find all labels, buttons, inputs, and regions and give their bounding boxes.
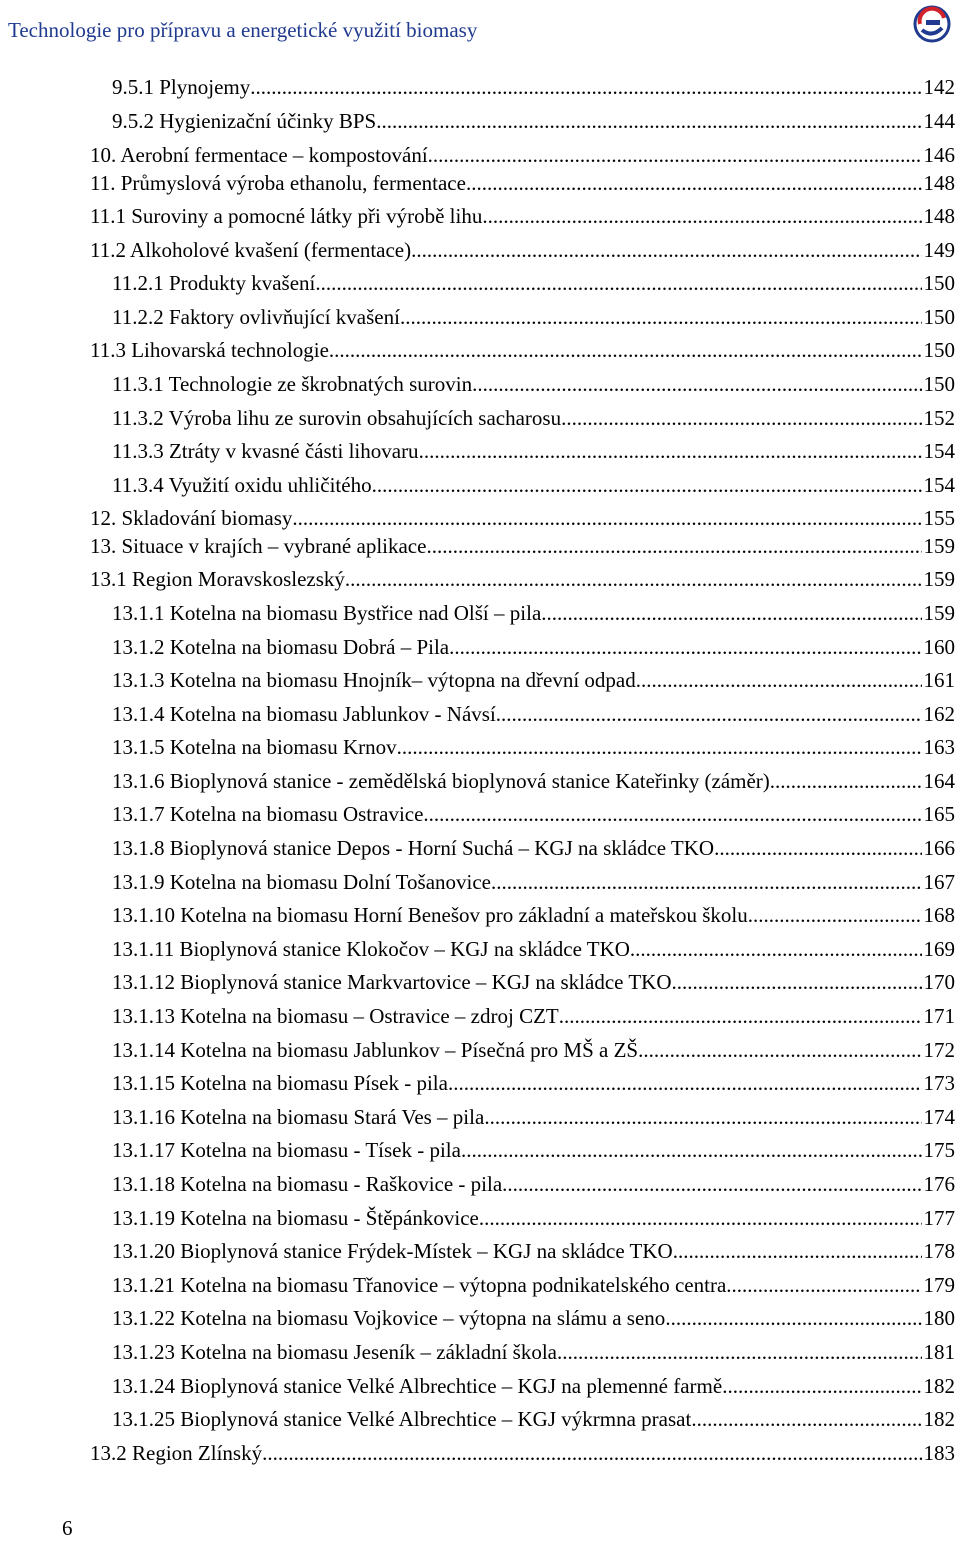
toc-entry-page: 170 [923, 970, 955, 994]
toc-entry[interactable] [112, 1205, 955, 1231]
toc-dot-leader [449, 634, 921, 660]
toc-entry-title: 11.2 Alkoholové kvašení (fermentace) [90, 238, 412, 262]
toc-entry-title: 13.1.24 Bioplynová stanice Velké Albrechtice – KGJ na plemenné farmě [112, 1374, 723, 1398]
toc-entry-title: 13.1.21 Kotelna na biomasu Třanovice – výtopna podnikatelského centra [112, 1273, 727, 1297]
toc-entry-title: 13.1.7 Kotelna na biomasu Ostravice [112, 802, 424, 826]
toc-entry-page: 159 [923, 567, 955, 591]
toc-entry[interactable] [112, 768, 955, 794]
toc-entry-title: 11. Průmyslová výroba ethanolu, fermentace [90, 171, 466, 195]
toc-entry[interactable] [112, 634, 955, 660]
toc-dot-leader [315, 270, 921, 296]
toc-entry-page: 146 [923, 143, 955, 167]
toc-entry[interactable] [112, 108, 955, 134]
toc-dot-leader [665, 1305, 921, 1331]
toc-entry-page: 176 [923, 1172, 955, 1196]
toc-entry-page: 173 [923, 1071, 955, 1095]
toc-entry-page: 150 [923, 271, 955, 295]
toc-entry-page: 150 [923, 372, 955, 396]
publisher-logo-icon [910, 4, 954, 44]
toc-entry[interactable] [112, 1406, 955, 1432]
toc-dot-leader [376, 108, 921, 134]
toc-dot-leader [496, 701, 922, 727]
toc-dot-leader [411, 237, 921, 263]
page-header [0, 0, 960, 66]
toc-entry-title: 13.1.6 Bioplynová stanice - zemědělská bioplynová stanice Kateřinky (záměr) [112, 769, 770, 793]
toc-dot-leader [466, 170, 922, 196]
toc-entry[interactable] [112, 1104, 955, 1130]
toc-entry[interactable] [112, 1238, 955, 1264]
toc-entry-title: 11.1 Suroviny a pomocné látky při výrobě lihu [90, 204, 483, 228]
toc-entry-page: 159 [923, 601, 955, 625]
toc-entry[interactable] [112, 1373, 955, 1399]
toc-entry-page: 178 [923, 1239, 955, 1263]
toc-entry-page: 182 [923, 1407, 955, 1431]
toc-dot-leader [461, 1137, 922, 1163]
toc-dot-leader [559, 1003, 922, 1029]
page-number: 6 [62, 1516, 73, 1540]
toc-entry-title: 13.1.16 Kotelna na biomasu Stará Ves – pila [112, 1105, 485, 1129]
toc-entry-title: 13.1.13 Kotelna na biomasu – Ostravice – zdroj CZT [112, 1004, 559, 1028]
toc-entry-title: 13.1.23 Kotelna na biomasu Jeseník – základní škola [112, 1340, 557, 1364]
toc-entry-page: 181 [923, 1340, 955, 1364]
toc-entry-page: 164 [923, 769, 955, 793]
toc-entry-title: 13.1.9 Kotelna na biomasu Dolní Tošanovice [112, 870, 491, 894]
toc-entry-page: 183 [923, 1441, 955, 1465]
toc-entry[interactable] [112, 472, 955, 498]
toc-dot-leader [423, 801, 921, 827]
toc-entry-page: 149 [923, 238, 955, 262]
toc-dot-leader [541, 600, 921, 626]
toc-entry-title: 9.5.2 Hygienizační účinky BPS [112, 109, 377, 133]
toc-dot-leader [673, 1238, 922, 1264]
toc-entry-page: 155 [923, 506, 955, 530]
toc-entry-title: 11.3.2 Výroba lihu ze surovin obsahujících sacharosu [112, 406, 562, 430]
toc-dot-leader [329, 337, 922, 363]
toc-entry[interactable] [90, 566, 955, 592]
header-title: Technologie pro přípravu a energetické využití biomasy [8, 18, 478, 42]
toc-entry[interactable] [112, 835, 955, 861]
toc-dot-leader [397, 734, 922, 760]
toc-entry-page: 165 [923, 802, 955, 826]
toc-entry-title: 11.3.3 Ztráty v kvasné části lihovaru [112, 439, 419, 463]
toc-entry[interactable] [112, 371, 955, 397]
toc-dot-leader [482, 203, 921, 229]
toc-entry-page: 163 [923, 735, 955, 759]
toc-dot-leader [630, 936, 922, 962]
toc-entry-page: 179 [923, 1273, 955, 1297]
toc-entry-title: 13.1.25 Bioplynová stanice Velké Albrechtice – KGJ výkrmna prasat [112, 1407, 692, 1431]
toc-entry-page: 161 [923, 668, 955, 692]
toc-entry[interactable] [112, 1171, 955, 1197]
toc-entry[interactable] [112, 600, 955, 626]
toc-entry[interactable] [112, 1339, 955, 1365]
toc-entry-page: 174 [923, 1105, 955, 1129]
toc-entry-title: 11.2.2 Faktory ovlivňující kvašení [112, 305, 400, 329]
toc-entry[interactable] [90, 337, 955, 363]
toc-dot-leader [638, 1037, 921, 1063]
toc-entry-title: 13.1.3 Kotelna na biomasu Hnojník– výtopna na dřevní odpad [112, 668, 636, 692]
toc-dot-leader [714, 835, 921, 861]
toc-dot-leader [491, 869, 922, 895]
toc-entry-page: 154 [923, 473, 955, 497]
toc-dot-leader [691, 1406, 921, 1432]
toc-entry[interactable] [90, 142, 955, 168]
toc-dot-leader [400, 304, 922, 330]
toc-entry-page: 160 [923, 635, 955, 659]
toc-dot-leader [479, 1205, 922, 1231]
toc-entry-page: 166 [923, 836, 955, 860]
toc-entry[interactable] [112, 734, 955, 760]
toc-entry-page: 175 [923, 1138, 955, 1162]
toc-dot-leader [671, 969, 921, 995]
toc-entry-page: 148 [923, 171, 955, 195]
toc-entry[interactable] [112, 1003, 955, 1029]
toc-dot-leader [722, 1373, 921, 1399]
toc-entry-title: 12. Skladování biomasy [90, 506, 293, 530]
toc-entry-title: 11.2.1 Produkty kvašení [112, 271, 316, 295]
toc-entry-page: 169 [923, 937, 955, 961]
toc-entry-title: 9.5.1 Plynojemy [112, 75, 251, 99]
toc-entry[interactable] [112, 1037, 955, 1063]
toc-entry-page: 150 [923, 338, 955, 362]
toc-entry-title: 10. Aerobní fermentace – kompostování [90, 143, 428, 167]
toc-entry-page: 142 [923, 75, 955, 99]
toc-dot-leader [345, 566, 922, 592]
toc-entry-title: 11.3.4 Využití oxidu uhličitého [112, 473, 372, 497]
toc-entry[interactable] [90, 505, 955, 531]
toc-dot-leader [748, 902, 922, 928]
toc-entry[interactable] [112, 1070, 955, 1096]
toc-dot-leader [428, 142, 922, 168]
toc-entry[interactable] [112, 74, 955, 100]
toc-entry-title: 13.1.11 Bioplynová stanice Klokočov – KGJ na skládce TKO [112, 937, 630, 961]
toc-entry[interactable] [112, 801, 955, 827]
toc-entry-title: 13.1.18 Kotelna na biomasu - Raškovice - pila [112, 1172, 503, 1196]
toc-dot-leader [726, 1272, 921, 1298]
toc-dot-leader [250, 74, 921, 100]
toc-entry-page: 172 [923, 1038, 955, 1062]
toc-dot-leader [448, 1070, 922, 1096]
toc-entry[interactable] [90, 170, 955, 196]
toc-entry-title: 13.1.15 Kotelna na biomasu Písek - pila [112, 1071, 448, 1095]
toc-entry-title: 13.1.14 Kotelna na biomasu Jablunkov – Písečná pro MŠ a ZŠ [112, 1038, 639, 1062]
toc-dot-leader [770, 768, 922, 794]
toc-entry[interactable] [112, 936, 955, 962]
toc-entry-title: 13.1.20 Bioplynová stanice Frýdek-Místek – KGJ na skládce TKO [112, 1239, 673, 1263]
toc-entry[interactable] [90, 237, 955, 263]
toc-dot-leader [419, 438, 922, 464]
toc-entry[interactable] [112, 304, 955, 330]
toc-entry-title: 13. Situace v krajích – vybrané aplikace [90, 534, 427, 558]
toc-entry-page: 162 [923, 702, 955, 726]
toc-entry[interactable] [112, 1272, 955, 1298]
toc-entry-title: 13.1.10 Kotelna na biomasu Horní Benešov pro základní a mateřskou školu [112, 903, 748, 927]
toc-entry[interactable] [112, 1305, 955, 1331]
toc-dot-leader [557, 1339, 922, 1365]
toc-dot-leader [372, 472, 922, 498]
toc-entry[interactable] [112, 1137, 955, 1163]
toc-entry[interactable] [112, 902, 955, 928]
toc-entry-page: 168 [923, 903, 955, 927]
toc-entry-page: 148 [923, 204, 955, 228]
toc-entry[interactable] [112, 270, 955, 296]
toc-entry-title: 13.1.19 Kotelna na biomasu - Štěpánkovice [112, 1206, 479, 1230]
toc-entry-title: 13.1.1 Kotelna na biomasu Bystřice nad Olší – pila [112, 601, 542, 625]
toc-entry-page: 177 [923, 1206, 955, 1230]
toc-dot-leader [426, 533, 921, 559]
toc-entry[interactable] [112, 438, 955, 464]
toc-entry[interactable] [112, 969, 955, 995]
toc-dot-leader [561, 405, 921, 431]
toc-dot-leader [472, 371, 921, 397]
toc-entry-title: 13.1.4 Kotelna na biomasu Jablunkov - Návsí [112, 702, 496, 726]
toc-entry[interactable] [90, 203, 955, 229]
toc-dot-leader [636, 667, 922, 693]
toc-entry-page: 180 [923, 1306, 955, 1330]
toc-entry-title: 13.1.2 Kotelna na biomasu Dobrá – Pila [112, 635, 450, 659]
toc-entry-page: 152 [923, 406, 955, 430]
toc-entry-title: 13.1.12 Bioplynová stanice Markvartovice – KGJ na skládce TKO [112, 970, 672, 994]
toc-entry-title: 11.3.1 Technologie ze škrobnatých surovin [112, 372, 473, 396]
toc-entry-title: 13.1.5 Kotelna na biomasu Krnov [112, 735, 397, 759]
toc-entry[interactable] [90, 1440, 955, 1466]
toc-entry-title: 13.1.22 Kotelna na biomasu Vojkovice – výtopna na slámu a seno [112, 1306, 666, 1330]
toc-entry-page: 167 [923, 870, 955, 894]
toc-entry-page: 182 [923, 1374, 955, 1398]
toc-entry-title: 13.1.8 Bioplynová stanice Depos - Horní Suchá – KGJ na skládce TKO [112, 836, 715, 860]
toc-entry[interactable] [112, 701, 955, 727]
toc-dot-leader [292, 505, 921, 531]
toc-entry-title: 11.3 Lihovarská technologie [90, 338, 329, 362]
toc-entry-page: 154 [923, 439, 955, 463]
toc-entry[interactable] [112, 405, 955, 431]
toc-entry-title: 13.1.17 Kotelna na biomasu - Tísek - pila [112, 1138, 461, 1162]
toc-dot-leader [262, 1440, 921, 1466]
toc-dot-leader [502, 1171, 921, 1197]
toc-entry[interactable] [112, 869, 955, 895]
toc-entry[interactable] [112, 667, 955, 693]
toc-entry-page: 171 [923, 1004, 955, 1028]
toc-entry-page: 159 [923, 534, 955, 558]
toc-entry[interactable] [90, 533, 955, 559]
toc-dot-leader [484, 1104, 921, 1130]
toc-entry-page: 144 [923, 109, 955, 133]
toc-entry-title: 13.2 Region Zlínský [90, 1441, 263, 1465]
toc-entry-title: 13.1 Region Moravskoslezský [90, 567, 345, 591]
toc-entry-page: 150 [923, 305, 955, 329]
